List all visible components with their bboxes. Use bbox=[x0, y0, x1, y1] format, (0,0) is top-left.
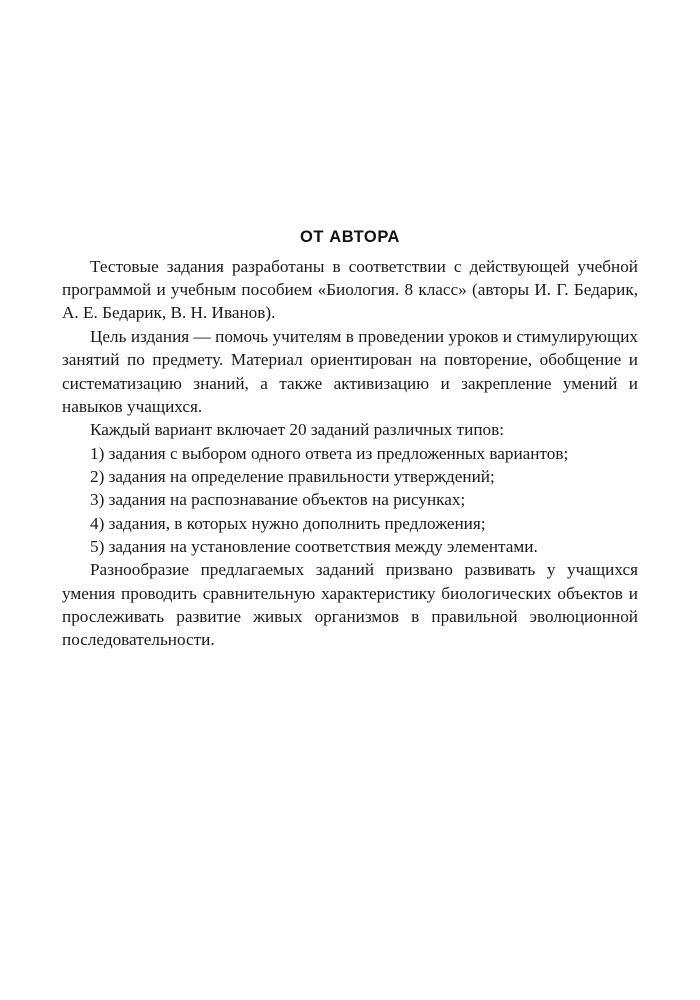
body-text bbox=[62, 255, 638, 652]
text-block bbox=[62, 228, 638, 652]
page-title: ОТ АВТОРА bbox=[299, 228, 401, 246]
list-item: 3) задания на распознавание объектов на рисунках; bbox=[90, 490, 466, 510]
paragraph-conclusion: Разнообразие предлагаемых заданий призвано развивать у учащихся умения проводить сравнительную характеристику биологических объектов и прослеживать развитие живых организмов в правильной эволюционной последовательности. bbox=[62, 560, 638, 650]
list-item: 2) задания на определение правильности утверждений; bbox=[90, 466, 495, 486]
paragraph-intro: Тестовые задания разработаны в соответствии с действующей учебной программой и учебным пособием «Биология. 8 класс» (авторы И. Г. Бедарик, А. Е. Бедарик, В. Н. Иванов). bbox=[62, 256, 638, 323]
list-item: 1) задания с выбором одного ответа из предложенных вариантов; bbox=[90, 443, 569, 463]
list-item: 4) задания, в которых нужно дополнить предложения; bbox=[90, 513, 486, 533]
task-types-list bbox=[62, 442, 638, 559]
paragraph-purpose: Цель издания — помочь учителям в проведении уроков и стимулирующих занятий по предмету. Материал ориентирован на повторение, обобщение и систематизацию знаний, а также активизацию и закрепление умений и навыков учащихся. bbox=[62, 326, 638, 416]
paragraph-variant-intro: Каждый вариант включает 20 заданий различных типов: bbox=[90, 420, 505, 440]
list-item: 5) задания на установление соответствия между элементами. bbox=[90, 536, 538, 556]
